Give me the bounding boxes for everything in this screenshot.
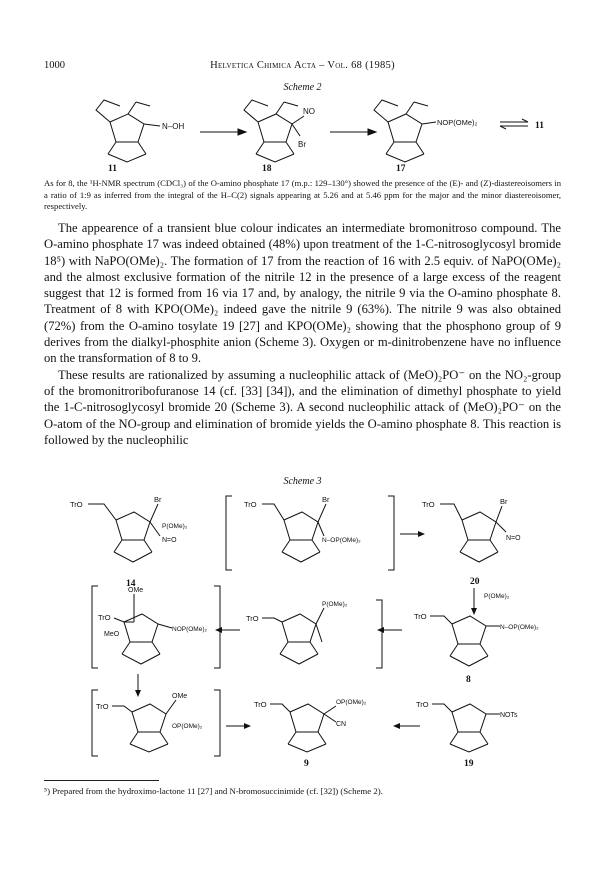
footnote-rule	[44, 780, 159, 781]
group-br: Br	[298, 140, 306, 149]
running-header	[44, 60, 561, 74]
group-no: NO	[303, 107, 315, 116]
compound-label-19: 19	[464, 759, 474, 769]
group-nop-ome2: NOP(OMe)₂	[437, 118, 478, 127]
op-group-9: OP(OMe)₂	[336, 699, 367, 706]
paragraph-2: These results are rationalized by assuming a nucleophilic attack of (MeO)₂PO⁻ on the NO₂-group of the bromonitroribofuranose 14 (cf. [33] [34]), and the elimination of dimethyl phosphate to yield the 1-C-nitrosoglycosyl bromide 20 (Scheme 3). A second nucleophilic attack of (MeO)₂PO⁻ on the O-atom of the NO-group and elimination of bromide yields the O-amino phosphate 8. This reaction is followed by the nucleophilic	[44, 367, 561, 447]
no-group-20: N=O	[506, 535, 521, 542]
nop-group-int2: NOP(OMe)₂	[172, 626, 208, 633]
bracket-right-2	[214, 586, 220, 668]
n-op-group-int1: N–OP(OMe)₂	[322, 537, 361, 544]
br-group-int1: Br	[322, 495, 330, 504]
arrowhead-1	[238, 129, 246, 135]
tro-group-int3: TrO	[246, 614, 259, 623]
molecule-11-structure	[96, 100, 160, 162]
equilibrium-product-11: 11	[535, 121, 544, 131]
molecule-8-structure	[430, 616, 500, 666]
tro-group-int1: TrO	[244, 500, 257, 509]
ome-group-int2: OMe	[128, 587, 144, 594]
ome-group-int4: OMe	[172, 693, 188, 700]
tro-group-int2: TrO	[98, 613, 111, 622]
phosphite-attack-20: P(OMe)₂	[484, 593, 510, 600]
bracket-left-2	[92, 586, 98, 668]
molecule-17-structure	[374, 100, 436, 162]
br-group-20: Br	[500, 497, 508, 506]
n-op-group-8: N–OP(OMe)₂	[500, 624, 539, 631]
bracket-right-3	[376, 600, 382, 668]
compound-label-20: 20	[470, 577, 480, 587]
tro-group-19: TrO	[416, 700, 429, 709]
tro-group-8: TrO	[414, 612, 427, 621]
page-number: 1000	[44, 60, 65, 71]
tro-group-20: TrO	[422, 500, 435, 509]
molecule-14-structure	[88, 504, 160, 562]
bracket-right-1	[388, 496, 394, 570]
compound-label-14: 14	[126, 579, 136, 589]
compound-label-8: 8	[466, 675, 471, 685]
bracket-left-4	[92, 690, 98, 756]
op-group-int4: OP(OMe)₂	[172, 723, 203, 730]
cn-group-9: CN	[336, 721, 347, 728]
phosphite-14: P(OMe)₂	[162, 523, 188, 530]
bracket-left-1	[226, 496, 232, 570]
intermediate-3-structure	[262, 608, 324, 664]
bracket-right-4	[214, 690, 220, 756]
arrowhead-2	[368, 129, 376, 135]
p-ome-group-int3: P(OMe)₂	[322, 601, 348, 608]
compound-label-17: 17	[396, 164, 406, 174]
group-n-oh: N–OH	[162, 122, 185, 131]
meo-group-int2: MeO	[104, 631, 120, 638]
intermediate-2-structure	[114, 594, 172, 664]
scheme-3-figure	[0, 490, 605, 770]
molecule-20-structure	[440, 504, 506, 562]
scheme-3-title: Scheme 3	[283, 476, 322, 487]
body-text	[44, 220, 561, 448]
molecule-9-structure	[270, 704, 336, 752]
molecule-19-structure	[432, 704, 500, 752]
compound-label-18: 18	[262, 164, 272, 174]
compound-label-11: 11	[108, 164, 117, 174]
scheme-2-figure	[0, 92, 605, 164]
intermediate-4-structure	[112, 700, 176, 752]
no-group-14: N=O	[162, 537, 177, 544]
br-group-14: Br	[154, 495, 162, 504]
scheme-2-compound-labels	[0, 164, 605, 176]
tro-group-14: TrO	[70, 500, 83, 509]
tro-group-9: TrO	[254, 700, 267, 709]
footnote: ⁵) Prepared from the hydroximo-lactone 11 [27] and N-bromosuccinimide (cf. [32]) (Scheme 2).	[44, 786, 383, 796]
molecule-18-structure	[244, 100, 304, 162]
nots-group-19: NOTs	[500, 712, 518, 719]
scheme-2-note: As for 8, the ¹H-NMR spectrum (CDCl₃) of the O-amino phosphate 17 (m.p.: 129–130°) showed the presence of the (E)- and (Z)-diastereoisomers in a ratio of 1:9 as inferred from the integral of the H–C(2) signals appearing at 5.26 and at 5.46 ppm for the major and the minor diastereoisomer, respectively.	[44, 178, 561, 211]
scheme-2-title: Scheme 2	[283, 82, 322, 93]
journal-title: Helvetica Chimica Acta – Vol. 68 (1985)	[210, 60, 395, 71]
intermediate-1-structure	[262, 504, 326, 562]
tro-group-int4: TrO	[96, 702, 109, 711]
paragraph-1: The appearence of a transient blue colour indicates an intermediate bromonitroso compound. The O-amino phosphate 17 was indeed obtained (48%) upon treatment of the 1-C-nitrosoglycosyl bromide 18⁵) with NaPO(OMe)₂. The formation of 17 from the reaction of 16 with 2.5 equiv. of NaPO(OMe)₂ and the almost exclusive formation of the nitrile 12 in the presence of a large excess of the reagent suggest that 12 is formed from 16 via 17 and, by analogy, the nitrile 9 via the O-amino phosphate 8. Treatment of 8 with KPO(OMe)₂ indeed gave the nitrile 9 (63%). The nitrile 9 was also obtained (72%) from the O-amino tosylate 19 [27] and KPO(OMe)₂ showing that the phosphono group of 9 derives from the dialkyl-phosphite anion (Scheme 3). Oxygen or m-dinitrobenzene have no influence on the transformation of 8 to 9.	[44, 221, 561, 366]
compound-label-9: 9	[304, 759, 309, 769]
